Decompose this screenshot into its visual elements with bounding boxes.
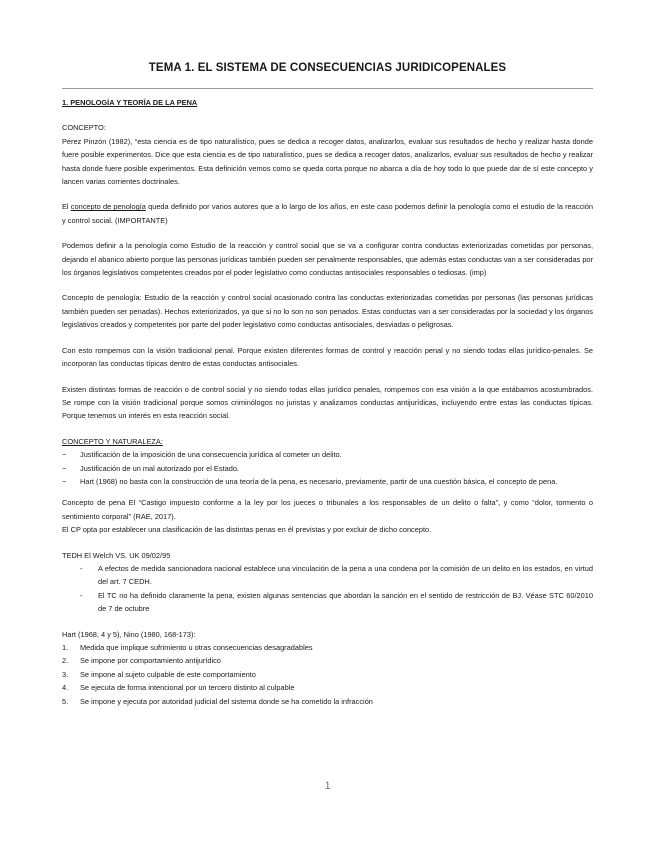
paragraph-concepto-pena: Concepto de pena El “Castigo impuesto conforme a la ley por los jueces o tribunales a los responsables de un delito o falta”, y como “dolor, tormento o sentimiento corporal” (RAE, 2017). — [62, 498, 593, 521]
paragraph-concepto-penologia — [62, 200, 593, 227]
hart-nino-line: Hart (1968, 4 y 5), Nino (1980, 168-173): — [62, 629, 196, 639]
title-divider — [62, 88, 593, 89]
list-item-text: Justificación de la imposición de una consecuencia jurídica al cometer un delito. — [80, 450, 342, 460]
tedh-list — [62, 562, 593, 616]
document-body — [62, 96, 593, 708]
list-item — [80, 562, 593, 589]
tedh-line: TEDH El Welch VS. UK 09/02/95 — [62, 550, 171, 560]
paragraph-text: queda definido por varios autores que a lo largo de los años, en este caso podemos definir la penología como el estudio de la reacción y control social. (IMPORTANTE) — [62, 202, 594, 225]
list-item-text: Se impone y ejecuta por autoridad judicial del sistema donde se ha cometido la infracción — [80, 696, 373, 706]
list-number: 1. — [62, 643, 69, 652]
dash-bullet: − — [62, 476, 67, 486]
list-item — [62, 695, 593, 708]
list-item — [62, 448, 593, 461]
list-item — [62, 654, 593, 667]
hyphen-bullet: - — [80, 590, 83, 600]
paragraph-concepto-estudio: Concepto de penología: Estudio de la reacción y control social ocasionado contra las conductas exteriorizadas cometidas por personas (las personas jurídicas también pueden ser penadas). Hechos exteriorizados, ya que si no lo son no son penados. Estas conductas van a ser consideradas por la sociedad y los órganos legislativos creados y competentes por parte del poder legislativo como conductas antisociales, desviadas o peligrosas. — [62, 293, 593, 330]
list-item-text: Hart (1968) no basta con la construcción de una teoría de la pena, es necesario, previamente, partir de una cuestión básica, el concepto de pena. — [80, 476, 558, 486]
list-item — [62, 475, 593, 488]
section-heading-penologia: 1. PENOLOGÍA Y TEORÍA DE LA PENA — [62, 98, 198, 107]
list-item-text: Se ejecuta de forma intencional por un tercero distinto al culpable — [80, 683, 295, 693]
list-item-text: Justificación de un mal autorizado por el Estado. — [80, 463, 239, 473]
paragraph-cp-clasificacion: El CP opta por establecer una clasificación de las distintas penas en él previstas y por excluir de dicho concepto. — [62, 525, 432, 535]
list-item — [62, 681, 593, 694]
list-item-text: A efectos de medida sancionadora nacional establece una vinculación de la pena a una condena por la comisión de un delito en los estados, en virtud del art. 7 CEDH. — [98, 563, 593, 587]
section-heading-naturaleza: CONCEPTO Y NATURALEZA: — [62, 436, 163, 446]
list-item-text: Medida que implique sufrimiento u otras consecuencias desagradables — [80, 643, 313, 652]
page-number: 1 — [324, 780, 331, 792]
hyphen-bullet: - — [80, 563, 83, 573]
dash-bullet: − — [62, 463, 67, 473]
document-title: TEMA 1. EL SISTEMA DE CONSECUENCIAS JURIDICOPENALES — [148, 62, 507, 74]
list-item-text: El TC no ha definido claramente la pena, existen algunas sentencias que abordan la sanción en el sentido de restricción de BJ. Véase STC 60/2010 de 7 de octubre — [98, 590, 593, 614]
list-number: 2. — [62, 656, 69, 666]
underlined-term: concepto de penología — [70, 202, 146, 212]
list-item-text: Se impone al sujeto culpable de este comportamiento — [80, 669, 256, 679]
naturaleza-list — [62, 448, 593, 488]
concepto-label: CONCEPTO: — [62, 123, 106, 133]
paragraph-vision-tradicional: Con esto rompemos con la visión tradicional penal. Porque existen diferentes formas de control y reacción penal y no siendo todas ellas jurídico-penales. Se incorporan las conductas típicas dentro de estas conductas antisociales. — [62, 345, 593, 369]
dash-bullet: − — [62, 450, 67, 460]
paragraph-formas-reaccion: Existen distintas formas de reacción o de control social y no siendo todas ellas jurídico penales, rompemos con esa visión a la que estábamos acostumbrados. Se rompe con la visión tradicional porque somos criminólogos no juristas y analizamos conductas antijurídicas, incluyendo entre estas las conductas típicas. Porque tenemos un interés en esta reacción social. — [62, 384, 593, 421]
paragraph-definicion: Podemos definir a la penología como Estudio de la reacción y control social que se va a configurar contra conductas exteriorizadas cometidas por personas, dejando el abanico abierto porque las personas jurídicas también pueden ser penalmente responsables, que además estas conductas van a ser consideradas por los órganos legislativos competentes creados por el poder legislativo como conductas antisociales responsables o tediosas. (imp) — [62, 241, 593, 278]
list-item — [62, 668, 593, 681]
list-number: 3. — [62, 669, 69, 679]
paragraph-text: El — [62, 202, 71, 212]
list-number: 5. — [62, 696, 69, 706]
list-item — [62, 641, 593, 654]
list-item-text: Se impone por comportamiento antijurídico — [80, 656, 221, 666]
hart-list — [62, 641, 593, 708]
list-item — [62, 462, 593, 475]
list-number: 4. — [62, 683, 69, 693]
list-item — [80, 589, 593, 616]
paragraph-perez-pinzon: Pérez Pinzón (1982), “esta ciencia es de tipo naturalístico, pues se dedica a recoger datos, analizarlos, evaluar sus resultados de hecho y realizar hasta donde fuere posible experimentos. Dice que esta ciencia es de tipo naturalístico, pues se dedica a recoger datos, analizarlos, evaluar sus resultados de hecho y realizar hasta donde fuere posible experimentos. Esta definición vemos como se queda corta porque no abarca a día de hoy todo lo que puede dar de sí este concepto y lancen varias corrientes doctrinales. — [62, 136, 593, 187]
